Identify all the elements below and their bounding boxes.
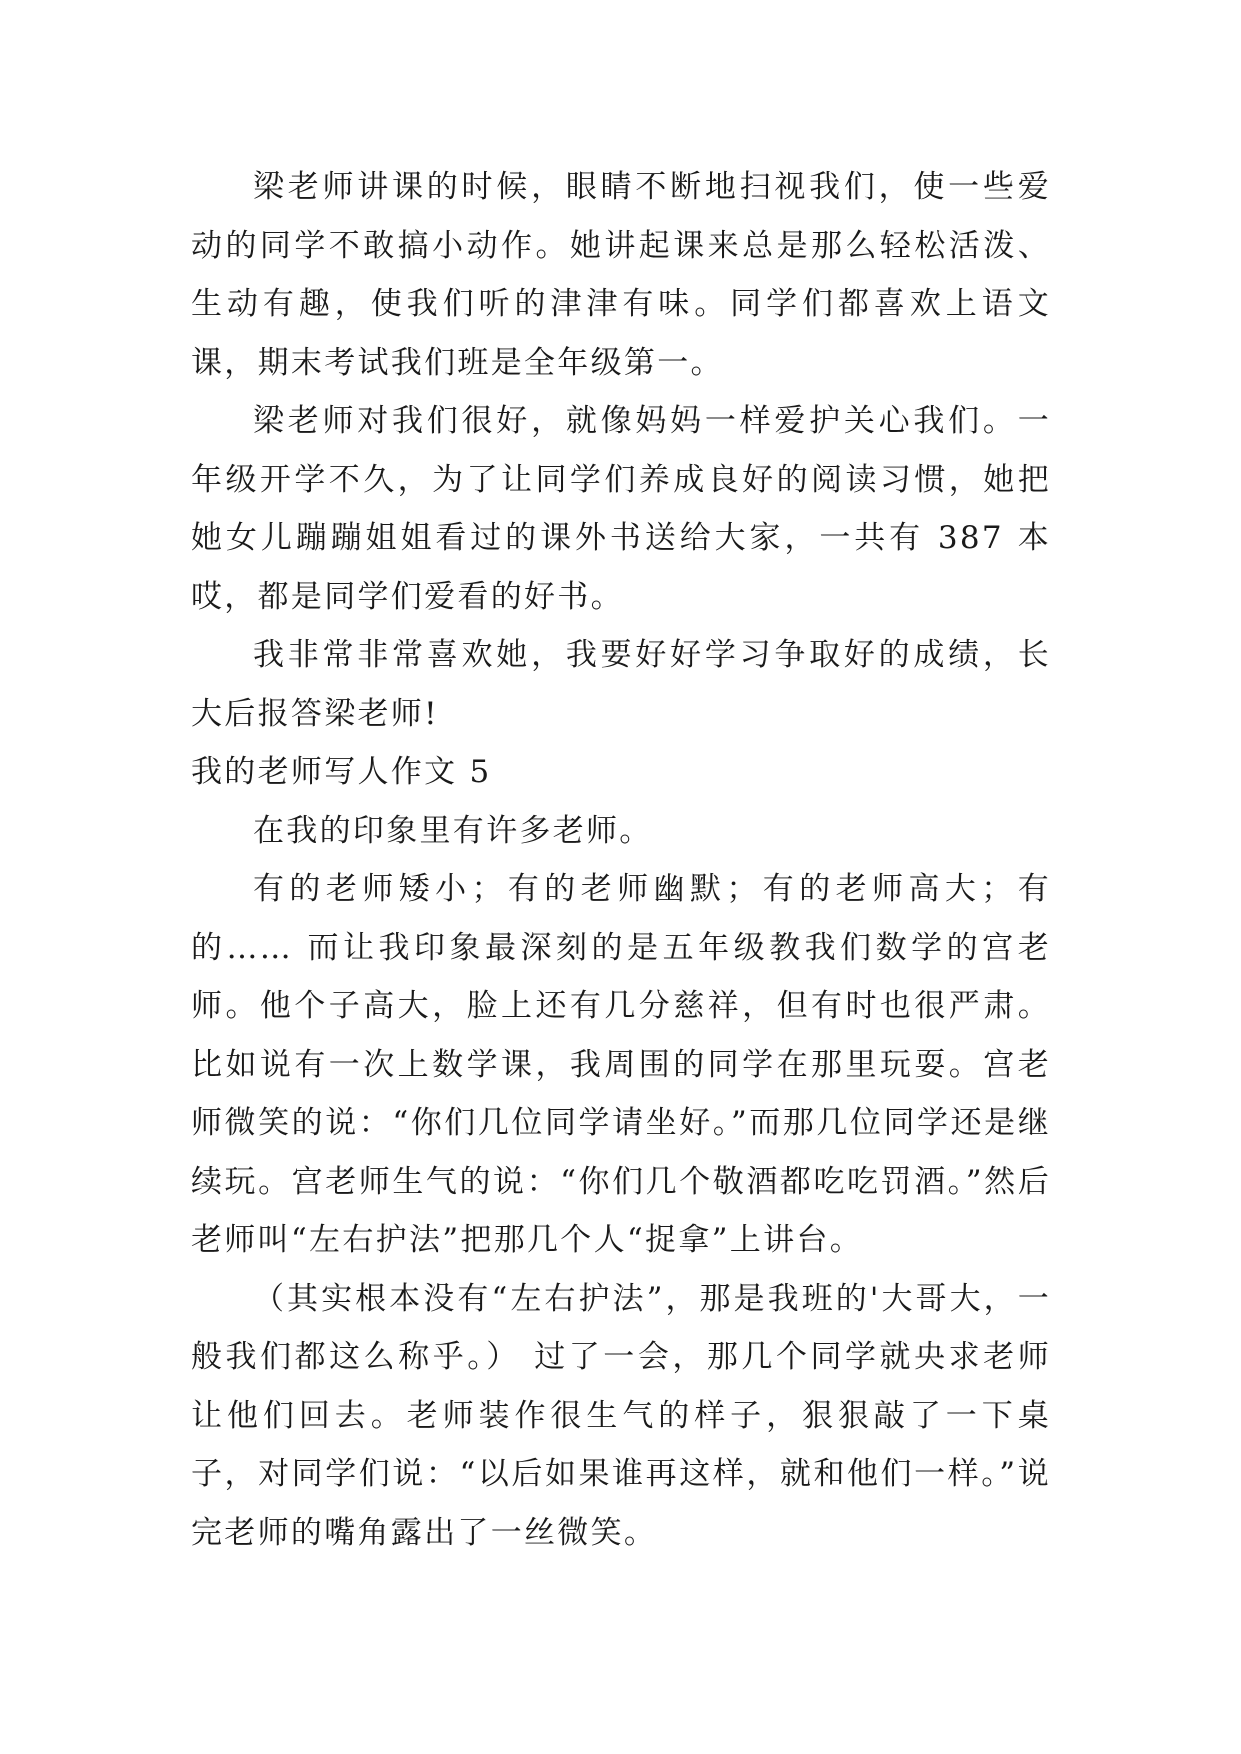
paragraph-aftermath: （其实根本没有“左右护法”，那是我班的'大哥大，一般我们都这么称乎。） 过了一会，那几个同学就央求老师让他们回去。老师装作很生气的样子，狠狠敲了一下桌子，对同学们说：“以后如果谁再这样，就和他们一样。”说完老师的嘴角露出了一丝微笑。	[191, 1280, 1051, 1551]
paragraph-teacher-kindness: 梁老师对我们很好，就像妈妈一样爱护关心我们。一年级开学不久，为了让同学们养成良好的阅读习惯，她把她女儿蹦蹦姐姐看过的课外书送给大家，一共有 387 本哎，都是同学们爱看的好书。	[191, 403, 1051, 615]
paragraph-math-teacher: 有的老师矮小；有的老师幽默；有的老师高大；有的…… 而让我印象最深刻的是五年级教我们数学的宫老师。他个子高大，脸上还有几分慈祥，但有时也很严肃。比如说有一次上数学课，我周围的同学在那里玩耍。宫老师微笑的说：“你们几位同学请坐好。”而那几位同学还是继续玩。宫老师生气的说：“你们几个敬酒都吃吃罚酒。”然后老师叫“左右护法”把那几个人“捉拿”上讲台。	[191, 871, 1051, 1258]
document-body	[191, 158, 1051, 1562]
paragraph-impression: 在我的印象里有许多老师。	[253, 812, 653, 849]
section-heading: 我的老师写人作文 5	[191, 754, 492, 790]
paragraph-gratitude: 我非常非常喜欢她，我要好好学习争取好的成绩，长大后报答梁老师!	[191, 637, 1051, 732]
paragraph-teacher-class: 梁老师讲课的时候，眼睛不断地扫视我们，使一些爱动的同学不敢搞小动作。她讲起课来总是那么轻松活泼、生动有趣，使我们听的津津有味。同学们都喜欢上语文课，期末考试我们班是全年级第一。	[191, 169, 1051, 381]
